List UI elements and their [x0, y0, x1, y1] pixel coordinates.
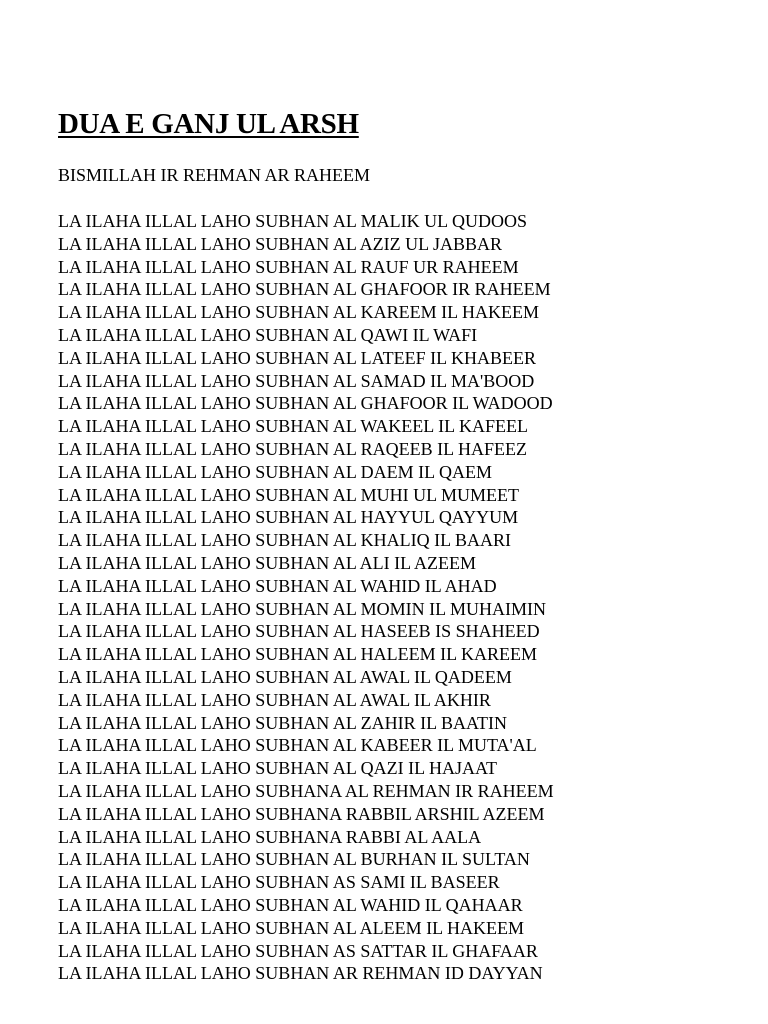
- dua-line: LA ILAHA ILLAL LAHO SUBHAN AL WAHID IL QAHAAR: [58, 894, 523, 915]
- document-page: [58, 104, 748, 985]
- dua-line: LA ILAHA ILLAL LAHO SUBHAN AL GHAFOOR IL WADOOD: [58, 393, 553, 414]
- dua-line: LA ILAHA ILLAL LAHO SUBHAN AL HASEEB IS SHAHEED: [58, 621, 540, 642]
- dua-line: LA ILAHA ILLAL LAHO SUBHAN AL AWAL IL AKHIR: [58, 689, 491, 710]
- dua-lines-list: [58, 210, 748, 985]
- dua-line: LA ILAHA ILLAL LAHO SUBHAN AL WAKEEL IL KAFEEL: [58, 416, 528, 437]
- dua-line: LA ILAHA ILLAL LAHO SUBHAN AL SAMAD IL MA'BOOD: [58, 370, 535, 391]
- dua-line: LA ILAHA ILLAL LAHO SUBHAN AL ALI IL AZEEM: [58, 552, 476, 573]
- dua-line: LA ILAHA ILLAL LAHO SUBHAN AL MALIK UL QUDOOS: [58, 211, 527, 231]
- dua-line: LA ILAHA ILLAL LAHO SUBHANA RABBIL ARSHIL AZEEM: [58, 803, 545, 824]
- dua-line: LA ILAHA ILLAL LAHO SUBHAN AL GHAFOOR IR RAHEEM: [58, 279, 551, 300]
- bismillah-line: BISMILLAH IR REHMAN AR RAHEEM: [58, 165, 371, 185]
- dua-line: LA ILAHA ILLAL LAHO SUBHAN AL QAZI IL HAJAAT: [58, 758, 497, 779]
- dua-line: LA ILAHA ILLAL LAHO SUBHANA AL REHMAN IR RAHEEM: [58, 780, 554, 801]
- dua-line: LA ILAHA ILLAL LAHO SUBHAN AL WAHID IL AHAD: [58, 575, 497, 596]
- dua-line: LA ILAHA ILLAL LAHO SUBHAN AL BURHAN IL SULTAN: [58, 849, 530, 870]
- dua-line: LA ILAHA ILLAL LAHO SUBHAN AL RAQEEB IL HAFEEZ: [58, 438, 527, 459]
- document-title: DUA E GANJ UL ARSH: [58, 108, 359, 140]
- dua-line: LA ILAHA ILLAL LAHO SUBHAN AL ZAHIR IL BAATIN: [58, 712, 507, 733]
- dua-line: LA ILAHA ILLAL LAHO SUBHAN AL AZIZ UL JABBAR: [58, 233, 502, 254]
- dua-line: LA ILAHA ILLAL LAHO SUBHAN AS SATTAR IL GHAFAAR: [58, 940, 538, 961]
- dua-line: LA ILAHA ILLAL LAHO SUBHAN AL HAYYUL QAYYUM: [58, 507, 519, 528]
- dua-line: LA ILAHA ILLAL LAHO SUBHAN AL QAWI IL WAFI: [58, 324, 478, 345]
- dua-line: LA ILAHA ILLAL LAHO SUBHANA RABBI AL AALA: [58, 826, 482, 847]
- dua-line: LA ILAHA ILLAL LAHO SUBHAN AL MUHI UL MUMEET: [58, 484, 519, 505]
- dua-line: LA ILAHA ILLAL LAHO SUBHAN AL KABEER IL MUTA'AL: [58, 735, 537, 756]
- dua-line: LA ILAHA ILLAL LAHO SUBHAN AL AWAL IL QADEEM: [58, 666, 512, 687]
- dua-line: LA ILAHA ILLAL LAHO SUBHAN AL KHALIQ IL BAARI: [58, 530, 511, 551]
- dua-line: LA ILAHA ILLAL LAHO SUBHAN AS SAMI IL BASEER: [58, 872, 500, 893]
- dua-line: LA ILAHA ILLAL LAHO SUBHAN AL KAREEM IL HAKEEM: [58, 302, 539, 323]
- dua-line: LA ILAHA ILLAL LAHO SUBHAN AL HALEEM IL KAREEM: [58, 644, 537, 665]
- dua-line: LA ILAHA ILLAL LAHO SUBHAN AL LATEEF IL KHABEER: [58, 347, 536, 368]
- dua-line: LA ILAHA ILLAL LAHO SUBHAN AL MOMIN IL MUHAIMIN: [58, 598, 546, 619]
- dua-line: LA ILAHA ILLAL LAHO SUBHAN AL ALEEM IL HAKEEM: [58, 917, 524, 938]
- dua-line: LA ILAHA ILLAL LAHO SUBHAN AR REHMAN ID DAYYAN: [58, 963, 543, 984]
- dua-line: LA ILAHA ILLAL LAHO SUBHAN AL DAEM IL QAEM: [58, 461, 492, 482]
- dua-line: LA ILAHA ILLAL LAHO SUBHAN AL RAUF UR RAHEEM: [58, 256, 519, 277]
